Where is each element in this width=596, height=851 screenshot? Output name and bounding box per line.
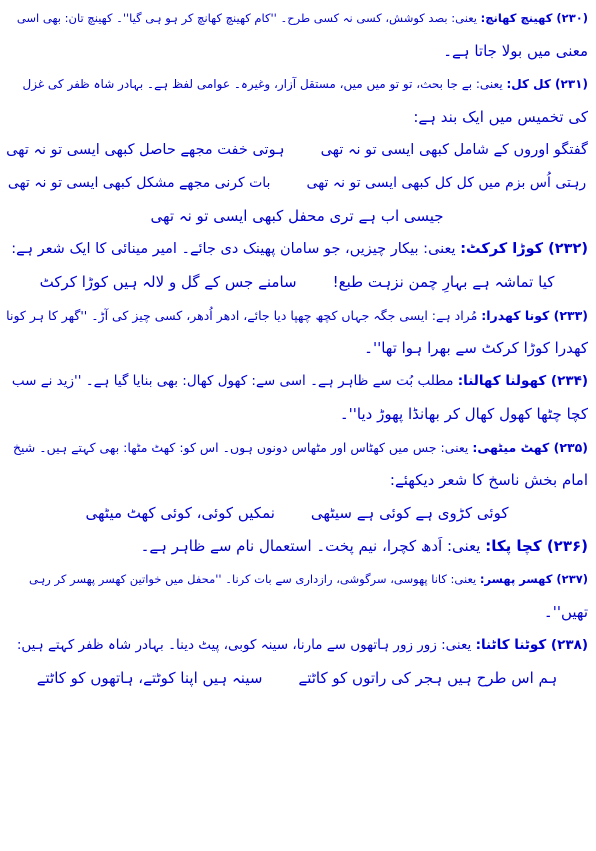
text-line — [6, 365, 588, 398]
hemistich: ہوتی خفت مجھے حاصل کبھی ایسی تو نہ تھی — [6, 142, 285, 158]
entry-body: کی تخمیس میں ایک بند ہے: — [413, 108, 588, 126]
entry-body: یعنی: اَدھ کچرا، نیم پخت۔ استعمال نام سے ظاہر ہے۔ — [140, 537, 486, 555]
hemistich: گفتگو اوروں کے شامل کبھی ایسی تو نہ تھی — [320, 142, 588, 158]
hemistich: رہتی اُس بزم میں کل کل کبھی ایسی تو نہ تھی — [306, 175, 587, 191]
hemistich: سینہ ہیں اپنا کوٹتے، ہاتھوں کو کاٹتے — [36, 669, 263, 687]
text-line — [6, 629, 588, 662]
text-line — [6, 68, 588, 101]
verse-line — [6, 266, 588, 299]
entry-heading: (۲۳۷) کھسر پھسر: — [479, 572, 588, 586]
text-line — [6, 332, 588, 365]
entry-heading: (۲۳۲) کوڑا کرکٹ: — [460, 241, 588, 257]
entry-heading: (۲۳۳) کونا کھدرا: — [481, 308, 588, 323]
hemistich: کیا تماشہ ہے بہارِ چمن نزہت طبع! — [332, 273, 555, 291]
verse-line — [6, 497, 588, 530]
entry-body: تھیں''۔ — [543, 603, 588, 621]
entry-body: معنی میں بولا جاتا ہے۔ — [443, 42, 588, 60]
text-line — [6, 563, 588, 596]
text-line — [6, 35, 588, 68]
entry-body: یعنی: بے جا بحث، تو تو میں میں، مستقل آزار، وغیرہ۔ عوامی لفظ ہے۔ بہادر شاہ ظفر کی غزل — [22, 77, 507, 91]
entry-body: یعنی: جس میں کھٹاس اور مٹھاس دونوں ہوں۔ اس کو: کھٹ مٹھا: بھی کہتے ہیں۔ شیخ — [12, 440, 473, 455]
entry-body: یعنی: زور زور ہاتھوں سے مارنا، سینہ کوبی، پیٹ دینا۔ بہادر شاہ ظفر کہتے ہیں: — [16, 637, 476, 653]
entry-heading: (۲۳۴) کھولنا کھالنا: — [457, 373, 588, 389]
text-line — [6, 233, 588, 266]
verse-line — [6, 167, 588, 200]
entry-body: یعنی: بیکار چیزیں، جو سامان پھینک دی جائے۔ امیر مینائی کا ایک شعر ہے: — [11, 241, 461, 257]
hemistich: جیسی اب ہے تری محفل کبھی ایسی تو نہ تھی — [150, 207, 444, 225]
hemistich: نمکیں کوئی، کوئی کھٹ میٹھی — [85, 504, 275, 522]
entry-heading: (۲۳۰) کھینچ کھانچ: — [480, 11, 588, 25]
entry-heading: (۲۳۱) کل کل: — [506, 77, 588, 91]
entry-heading: (۲۳۸) کوٹنا کاٹنا: — [475, 637, 588, 653]
text-line — [6, 596, 588, 629]
hemistich: بات کرنی مجھے مشکل کبھی ایسی تو نہ تھی — [7, 175, 271, 191]
entry-body: مطلب بُت سے ظاہر ہے۔ اسی سے: کھول کھال: بھی بنایا گیا ہے۔ ''زید نے سب — [11, 373, 458, 389]
entry-body: امام بخش ناسخ کا شعر دیکھئے: — [389, 471, 588, 489]
verse-line — [6, 662, 588, 695]
verse-line — [6, 200, 588, 233]
entry-body: یعنی: کانا پھوسی، سرگوشی، رازداری سے بات کرنا۔ ''محفل میں خواتین کھسر پھسر کر رہی — [28, 572, 480, 586]
entry-body: یعنی: بصد کوشش، کسی نہ کسی طرح۔ ''کام کھینچ کھانچ کر ہو ہی گیا''۔ کھینچ تان: بھی اسی — [16, 11, 481, 25]
text-line — [6, 530, 588, 563]
entry-heading: (۲۳۶) کچا پکا: — [485, 537, 588, 555]
text-line — [6, 431, 588, 464]
entry-body: مُراد ہے: ایسی جگہ جہاں کچھ چھپا دیا جائے، ادھر اُدھر، کسی چیز کی آڑ۔ ''گھر کا ہر کونا — [6, 308, 482, 323]
entry-body: کچا چٹھا کھول کھال کر بھانڈا پھوڑ دیا''۔ — [339, 405, 588, 423]
hemistich: سامنے جس کے گل و لالہ ہیں کوڑا کرکٹ — [39, 273, 297, 291]
hemistich: کوئی کڑوی ہے کوئی ہے سیٹھی — [310, 504, 509, 522]
text-line — [6, 398, 588, 431]
text-line — [6, 299, 588, 332]
text-line — [6, 101, 588, 134]
verse-line — [6, 134, 588, 167]
entry-body: کھدرا کوڑا کرکٹ سے بھرا ہوا تھا''۔ — [364, 339, 588, 357]
text-line — [6, 2, 588, 35]
entry-heading: (۲۳۵) کھٹ میٹھی: — [472, 440, 588, 455]
hemistich: ہم اس طرح ہیں ہجر کی راتوں کو کاٹتے — [298, 669, 558, 687]
text-line — [6, 464, 588, 497]
